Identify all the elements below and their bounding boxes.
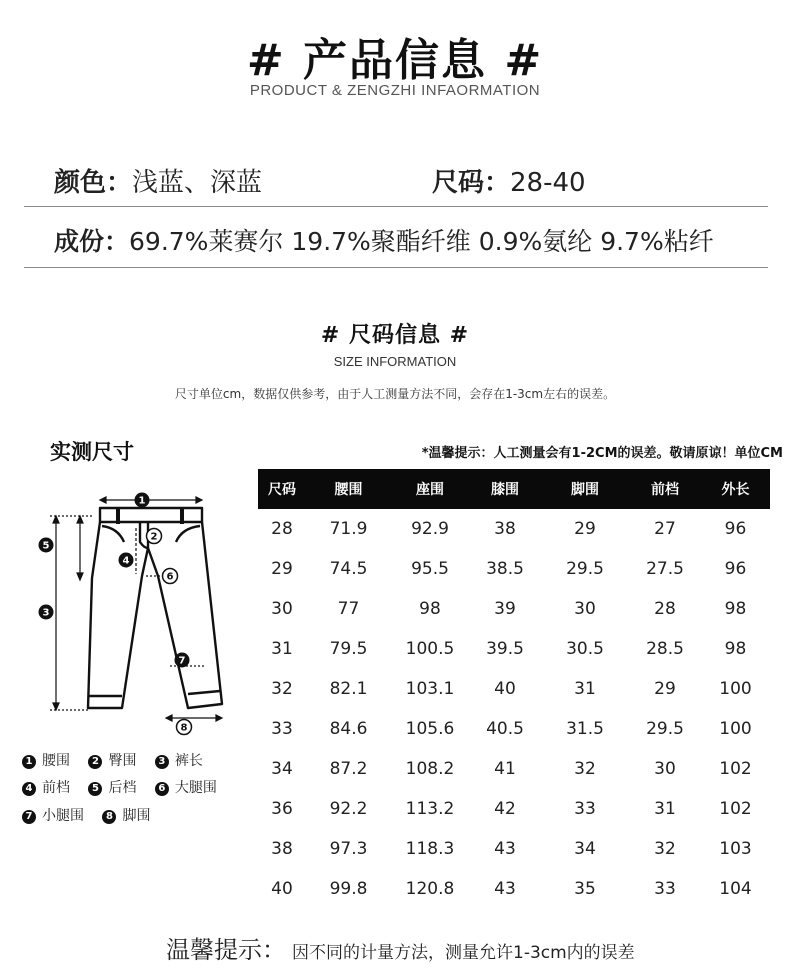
column-header: 脚围 <box>571 482 599 498</box>
arrow-head <box>196 497 202 503</box>
table-cell: 32 <box>574 759 596 779</box>
table-cell: 38.5 <box>486 559 524 579</box>
composition-label: 成份： <box>54 227 130 256</box>
table-cell: 118.3 <box>405 839 455 859</box>
page-title: # 产品信息 # <box>246 35 544 86</box>
table-row <box>258 509 770 549</box>
table-row <box>258 709 770 749</box>
size-range-info <box>432 162 586 199</box>
footer-tip-text: 因不同的计量方法，测量允许1-3cm内的误差 <box>292 943 635 963</box>
table-row <box>258 589 770 629</box>
table-row <box>258 789 770 829</box>
table-cell: 34 <box>271 759 293 779</box>
svg-text:6: 6 <box>166 571 174 583</box>
column-header: 外长 <box>721 482 750 498</box>
pants-outline <box>88 522 222 708</box>
table-cell: 100 <box>719 679 752 699</box>
table-cell: 31 <box>654 799 676 819</box>
legend-item: 3 裤长 <box>155 750 203 770</box>
table-header <box>258 469 770 509</box>
arrow-head <box>53 516 59 523</box>
table-cell: 92.2 <box>329 799 368 819</box>
table-cell: 28 <box>654 599 676 619</box>
table-cell: 97.3 <box>329 839 368 859</box>
table-note: *温馨提示：人工测量会有1-2CM的误差。敬请原谅！单位CM <box>421 446 783 461</box>
table-cell: 31 <box>574 679 596 699</box>
actual-size-title: 实测尺寸 <box>50 440 134 464</box>
table-cell: 31 <box>271 639 293 659</box>
column-header: 前档 <box>651 482 679 498</box>
table-cell: 87.2 <box>329 759 368 779</box>
waistband-outline <box>100 508 202 522</box>
table-cell: 99.8 <box>329 879 368 899</box>
table-cell: 33 <box>574 799 596 819</box>
table-cell: 71.9 <box>329 519 368 539</box>
table-cell: 39.5 <box>486 639 524 659</box>
composition-value: 69.7%莱赛尔 19.7%聚酯纤维 0.9%氨纶 9.7%粘纤 <box>129 227 714 256</box>
pants-diagram <box>30 488 236 738</box>
table-cell: 27.5 <box>646 559 684 579</box>
belt-loop <box>116 508 120 524</box>
section-title: # 尺码信息 # <box>320 323 470 348</box>
composition-info <box>54 222 714 258</box>
table-cell: 40 <box>271 879 293 899</box>
table-cell: 38 <box>494 519 516 539</box>
pocket-left <box>102 526 124 542</box>
table-cell: 84.6 <box>329 719 368 739</box>
table-cell: 31.5 <box>566 719 604 739</box>
column-header: 座围 <box>416 482 444 498</box>
size-value: 28-40 <box>510 168 586 198</box>
table-cell: 77 <box>337 599 360 619</box>
marker-2 <box>147 529 162 544</box>
legend-item: 1 腰围 <box>22 750 70 770</box>
measurement-note: 尺寸单位cm，数据仅供参考，由于人工测量方法不同，会存在1-3cm左右的误差。 <box>174 387 616 401</box>
table-cell: 82.1 <box>329 679 368 699</box>
arrow-head <box>100 497 106 503</box>
size-table <box>258 469 770 909</box>
table-cell: 28.5 <box>646 639 684 659</box>
table-cell: 40 <box>494 679 516 699</box>
table-row <box>258 549 770 589</box>
table-cell: 27 <box>654 519 676 539</box>
table-cell: 102 <box>719 759 752 779</box>
table-cell: 42 <box>494 799 516 819</box>
table-cell: 35 <box>574 879 596 899</box>
table-cell: 30 <box>574 599 596 619</box>
table-cell: 33 <box>271 719 293 739</box>
size-label: 尺码： <box>432 168 511 198</box>
svg-text:7: 7 <box>178 655 186 667</box>
arrow-head <box>216 715 222 721</box>
legend-item: 8 脚围 <box>102 805 150 825</box>
legend-row <box>22 777 231 797</box>
table-cell: 100 <box>719 719 752 739</box>
table-cell: 30 <box>654 759 676 779</box>
svg-text:3: 3 <box>42 607 50 619</box>
color-value: 浅蓝、深蓝 <box>132 168 263 198</box>
marker-8 <box>177 720 192 735</box>
table-cell: 33 <box>654 879 676 899</box>
table-cell: 39 <box>494 599 516 619</box>
table-cell: 36 <box>271 799 293 819</box>
table-cell: 120.8 <box>405 879 455 899</box>
table-cell: 32 <box>654 839 676 859</box>
table-cell: 74.5 <box>329 559 368 579</box>
column-header: 膝围 <box>491 482 519 498</box>
legend-item: 6 大腿围 <box>155 777 217 797</box>
color-label: 颜色： <box>54 168 133 198</box>
table-cell: 29.5 <box>566 559 604 579</box>
legend-row <box>22 805 164 825</box>
arrow-head <box>53 703 59 710</box>
table-cell: 32 <box>271 679 293 699</box>
table-cell: 96 <box>724 559 747 579</box>
belt-loop <box>180 508 184 524</box>
marker-4 <box>119 553 134 568</box>
table-cell: 98 <box>724 639 747 659</box>
legend-item: 7 小腿围 <box>22 805 84 825</box>
table-cell: 102 <box>719 799 752 819</box>
color-info <box>54 162 262 199</box>
table-cell: 96 <box>724 519 747 539</box>
table-cell: 38 <box>271 839 293 859</box>
legend-row <box>22 750 217 770</box>
table-cell: 103 <box>719 839 752 859</box>
table-cell: 43 <box>494 839 516 859</box>
svg-text:4: 4 <box>122 555 130 567</box>
marker-1 <box>135 493 150 508</box>
table-cell: 28 <box>271 519 293 539</box>
table-row <box>258 869 770 909</box>
table-cell: 98 <box>419 599 441 619</box>
legend-item: 5 后档 <box>88 777 136 797</box>
arrow-head <box>77 516 83 523</box>
table-cell: 29 <box>654 679 676 699</box>
table-row <box>258 669 770 709</box>
marker-5 <box>39 538 54 553</box>
table-cell: 92.9 <box>411 519 449 539</box>
table-cell: 95.5 <box>411 559 449 579</box>
table-cell: 79.5 <box>329 639 368 659</box>
footer-tip-label: 温馨提示： <box>166 936 286 964</box>
table-body <box>258 509 770 909</box>
table-cell: 30 <box>271 599 293 619</box>
section-subtitle: SIZE INFORMATION <box>333 354 457 369</box>
table-cell: 103.1 <box>405 679 455 699</box>
column-header: 尺码 <box>268 482 296 498</box>
divider <box>24 206 768 207</box>
hem-right <box>188 691 220 694</box>
legend-item: 2 臀围 <box>88 750 136 770</box>
svg-text:5: 5 <box>42 540 50 552</box>
table-cell: 98 <box>724 599 747 619</box>
legend-item: 4 前档 <box>22 777 70 797</box>
table-cell: 113.2 <box>405 799 455 819</box>
divider <box>24 267 768 268</box>
page-subtitle: PRODUCT & ZENGZHI INFAORMATION <box>249 82 541 99</box>
table-cell: 108.2 <box>405 759 455 779</box>
table-cell: 29 <box>271 559 293 579</box>
table-cell: 30.5 <box>566 639 604 659</box>
svg-text:2: 2 <box>150 531 158 543</box>
table-row <box>258 829 770 869</box>
table-row <box>258 749 770 789</box>
pocket-right <box>176 526 200 542</box>
arrow-head <box>77 573 83 580</box>
marker-3 <box>39 605 54 620</box>
table-cell: 43 <box>494 879 516 899</box>
table-cell: 34 <box>574 839 596 859</box>
table-cell: 100.5 <box>405 639 455 659</box>
table-cell: 104 <box>719 879 752 899</box>
table-cell: 41 <box>494 759 516 779</box>
marker-7 <box>175 653 190 668</box>
table-cell: 29.5 <box>646 719 684 739</box>
marker-6 <box>163 569 178 584</box>
table-cell: 40.5 <box>486 719 524 739</box>
table-row <box>258 629 770 669</box>
table-cell: 105.6 <box>405 719 455 739</box>
svg-text:1: 1 <box>138 495 146 507</box>
arrow-head <box>166 715 172 721</box>
svg-text:8: 8 <box>180 722 188 734</box>
footer-tip <box>166 930 635 965</box>
table-cell: 29 <box>574 519 596 539</box>
column-header: 腰围 <box>334 482 363 498</box>
